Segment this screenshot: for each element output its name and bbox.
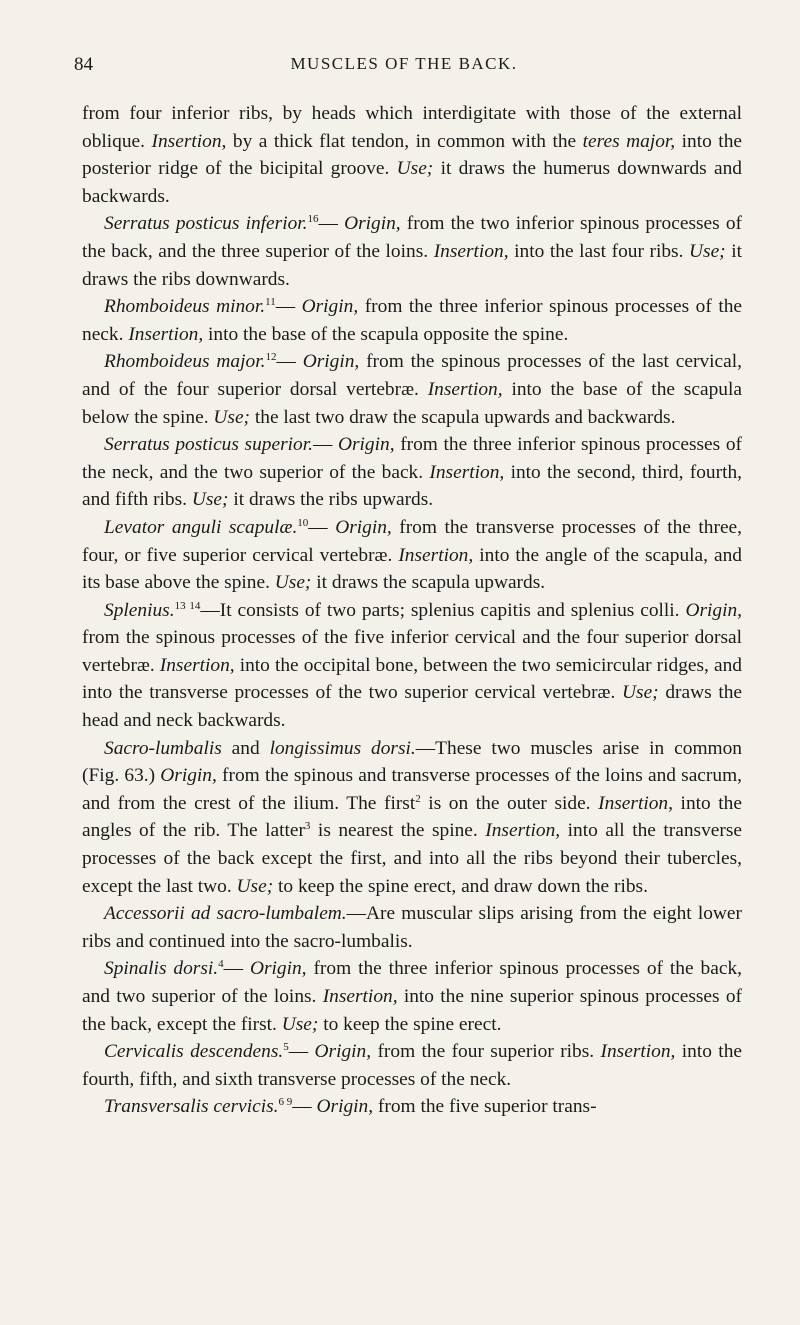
footnote-ref: 10 [297,516,309,529]
text-run: into the posterior ridge of the bicipital groove. [82,130,742,180]
italic-text: Transversalis cervicis. [104,1096,279,1118]
paragraph [82,293,742,348]
text-run: into the angles of the rib. The latter [82,792,742,842]
text-run: from the five superior trans- [373,1096,597,1118]
text-run: into the occipital bone, between the two semicircular ridges, and into the transverse processes of the two superior cervical vertebræ. [82,654,742,704]
paragraph [82,100,742,210]
italic-text: Serratus posticus superior. [104,434,313,456]
paragraph [82,955,742,1038]
text-run: into the base of the scapula opposite the spine. [203,323,569,345]
text-run: — [288,1041,315,1063]
italic-text: Origin, [160,765,217,787]
text-run: — [223,958,250,980]
italic-text: Use; [213,406,251,428]
italic-text: teres major, [582,130,676,152]
footnote-ref: 3 [304,820,311,833]
text-run: from the two inferior spinous processes of the back, and the three superior of the loins. [82,213,743,262]
italic-text: Origin, [344,213,401,235]
text-run: is on the outer side. [420,792,599,814]
text-run: to keep the spine erect, and draw down the ribs. [273,875,648,897]
italic-text: Insertion, [427,378,503,400]
text-run: — [292,1096,317,1118]
italic-text: Origin, [335,516,392,538]
text-run: —It consists of two parts; splenius capitis and splenius colli. [200,599,686,621]
text-run: into the base of the scapula below the spine. [82,378,742,428]
text-run: — [308,516,336,538]
italic-text: Insertion, [151,130,227,152]
italic-text: Use; [689,240,726,262]
text-run: draws the head and neck backwards. [82,682,743,732]
text-run: and [221,737,270,759]
text-run: from the spinous and transverse processes of the loins and sacrum, and from the crest of the ilium. The first [82,765,742,814]
footnote-ref: 11 [265,296,276,309]
text-run: — [275,296,302,318]
text-run: —Are muscular slips arising from the eight lower ribs and continued into the sacro-lumbalis. [82,903,743,952]
italic-text: Insertion, [159,654,235,676]
text-run: it draws the humerus downwards and backwards. [82,158,742,207]
page-number: 84 [74,54,93,75]
italic-text: Insertion, [398,544,474,566]
text-run: into the angle of the scapula, and its base above the spine. [82,544,742,594]
text-run: into the nine superior spinous processes of the back, except the first. [82,986,742,1035]
italic-text: Origin, [301,296,359,318]
footnote-ref: 6 9 [278,1096,293,1109]
paragraph [82,514,742,597]
text-run: it draws the ribs downwards. [82,240,743,290]
text-run: —These two muscles arise in common (Fig. 63.) [82,737,742,787]
page-header [74,54,734,84]
italic-text: Accessorii ad sacro-lumbalem. [104,903,347,925]
footnote-ref: 2 [415,792,421,805]
italic-text: Insertion, [128,323,204,345]
footnote-ref: 16 [307,213,319,226]
italic-text: Sacro-lumbalis [104,737,222,759]
text-run: it draws the ribs upwards. [228,489,434,511]
paragraph [82,1093,742,1121]
text-run: to keep the spine erect. [318,1013,502,1035]
text-run: — [312,434,338,456]
italic-text: Origin, [302,351,360,373]
text-run: into the second, third, fourth, and fifth ribs. [82,461,743,511]
italic-text: Insertion, [598,792,673,814]
italic-text: Levator anguli scapulæ. [104,516,298,538]
text-run: it draws the scapula upwards. [311,572,546,594]
italic-text: Insertion, [322,986,398,1007]
paragraph [82,900,742,955]
paragraph [82,431,742,514]
text-run: — [318,213,345,235]
body-text [82,100,742,1121]
text-run: from the transverse processes of the three, four, or five superior cervical vertebræ. [82,516,743,566]
text-run: into all the transverse processes of the back except the first, and into all the ribs beyond their tubercles, except the last two. [82,820,743,897]
italic-text: Use; [622,682,659,704]
text-run: — [276,351,303,373]
italic-text: Rhomboideus minor. [104,296,266,318]
paragraph [82,1038,742,1093]
paragraph [82,735,742,901]
italic-text: Cervicalis descendens. [104,1041,284,1063]
italic-text: Insertion, [433,240,509,262]
italic-text: Serratus posticus inferior. [104,213,308,235]
text-run: into the fourth, fifth, and sixth transverse processes of the neck. [82,1041,742,1090]
paragraph [82,348,742,431]
italic-text: Use; [191,489,229,511]
paragraph [82,597,742,735]
footnote-ref: 13 14 [174,599,201,612]
text-run: into the last four ribs. [508,240,690,262]
italic-text: Use; [236,875,274,897]
italic-text: Origin, [316,1096,374,1118]
italic-text: Rhomboideus major. [104,351,266,373]
text-run: from the spinous processes of the last cervical, and of the four superior dorsal vertebræ. [82,351,742,400]
text-run: by a thick flat tendon, in common with the [226,130,583,152]
italic-text: Insertion, [429,461,505,483]
italic-text: Spinalis dorsi. [104,958,219,980]
italic-text: Origin, [314,1041,372,1063]
italic-text: Use; [396,158,434,180]
text-run: from four inferior ribs, by heads which interdigitate with those of the external oblique. [82,103,742,152]
italic-text: Insertion, [485,820,561,842]
italic-text: Use; [274,572,312,594]
text-run: the last two draw the scapula upwards and backwards. [250,406,676,428]
italic-text: Origin, [685,599,743,621]
italic-text: Splenius. [104,599,175,621]
footnote-ref: 12 [265,351,277,364]
text-run: from the three inferior spinous processes of the back, and two superior of the loins. [82,958,742,1007]
paragraph [82,210,742,293]
italic-text: Use; [281,1013,319,1035]
footnote-ref: 5 [283,1041,289,1054]
footnote-ref: 4 [218,958,224,971]
text-run: from the three inferior spinous processes of the neck. [82,296,743,345]
text-run: from the spinous processes of the five inferior cervical and the four superior dorsal vertebræ. [82,627,742,676]
text-run: from the four superior ribs. [371,1041,601,1063]
text-run: is nearest the spine. [310,820,486,842]
text-run: from the three inferior spinous processes of the neck, and the two superior of the back. [82,434,742,483]
running-title: MUSCLES OF THE BACK. [290,54,518,73]
italic-text: Origin, [249,958,307,980]
italic-text: Origin, [338,434,395,456]
italic-text: longissimus dorsi. [269,737,416,759]
italic-text: Insertion, [600,1041,676,1063]
